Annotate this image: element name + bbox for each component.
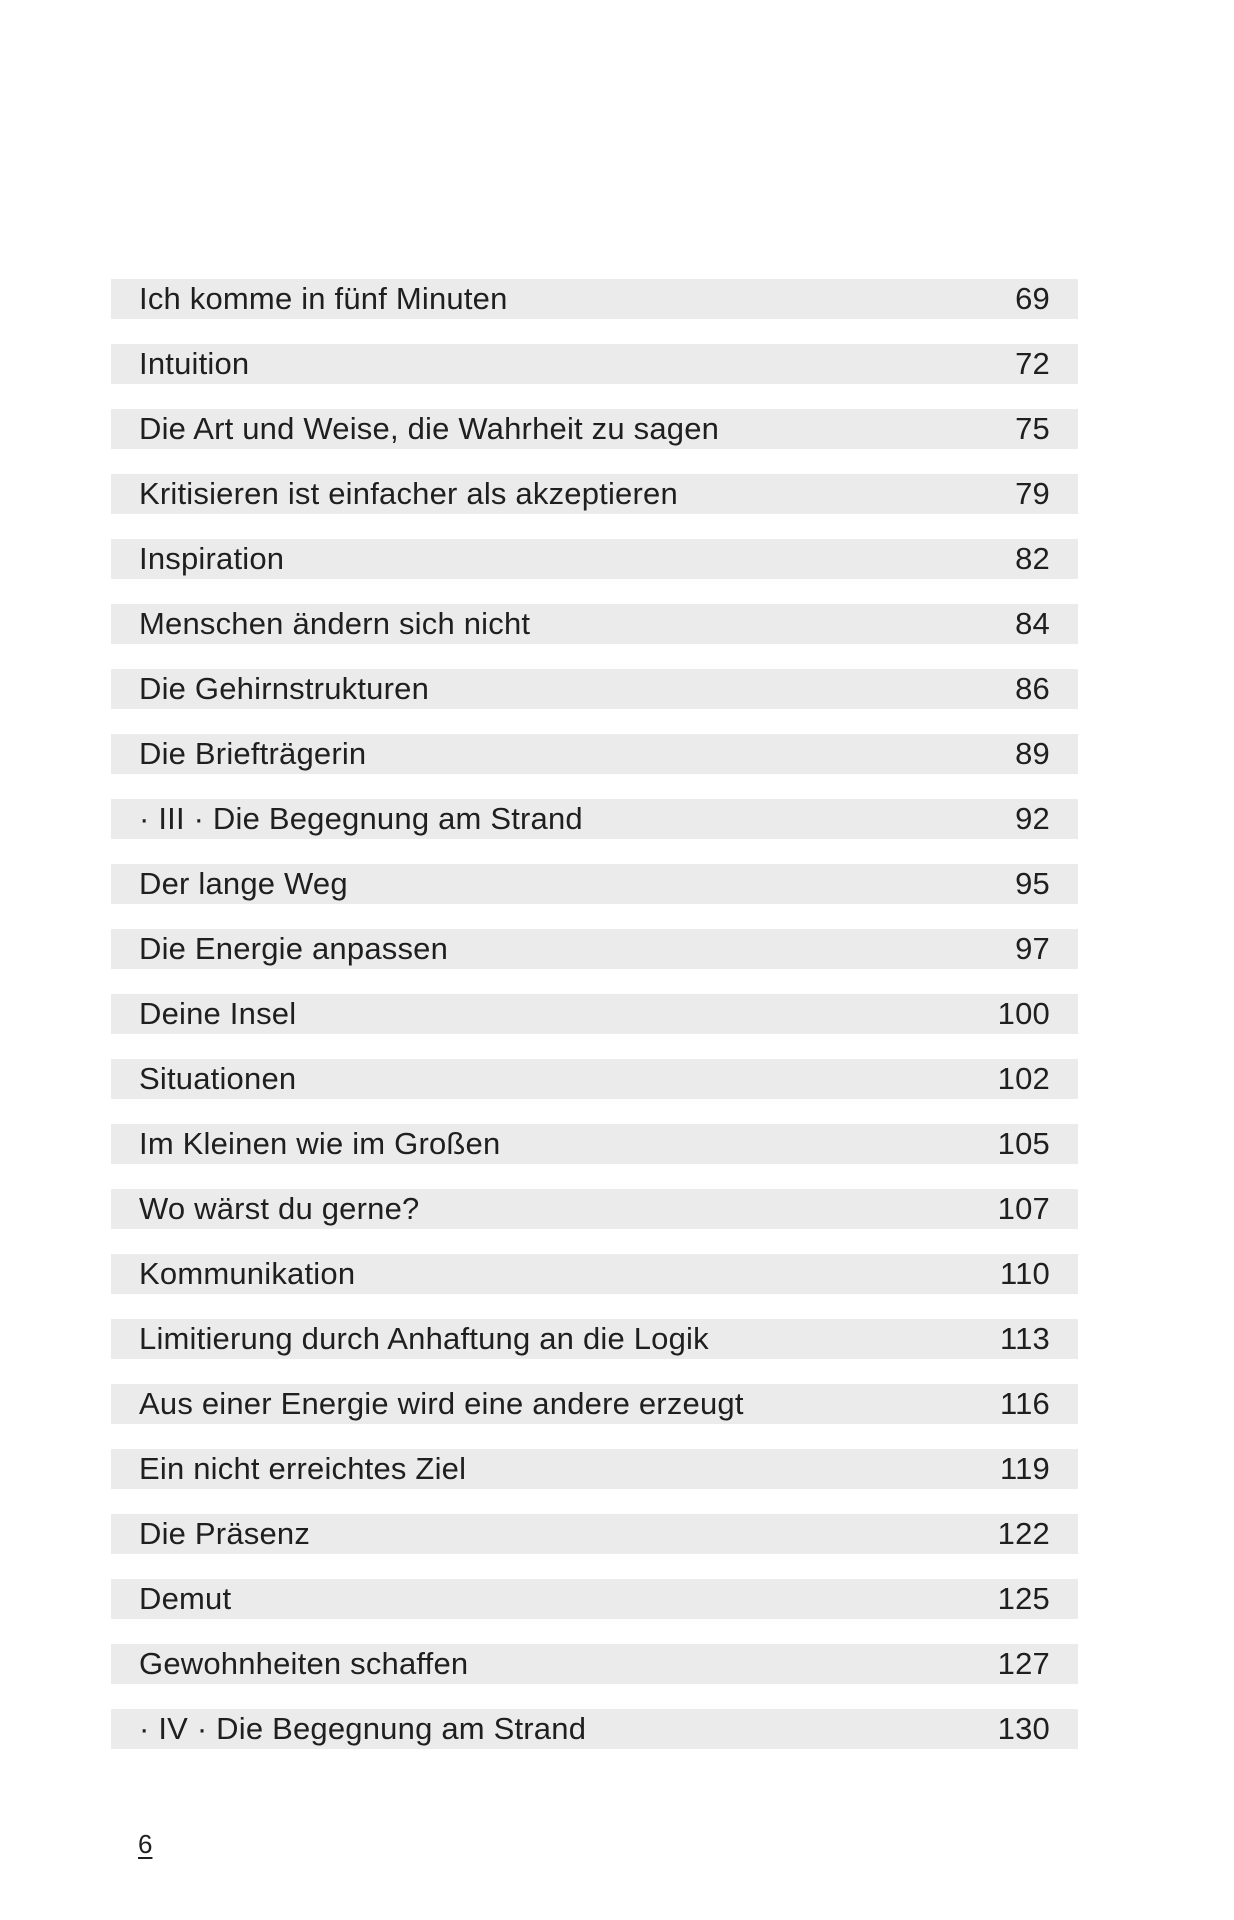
page-number: 6 xyxy=(138,1829,153,1859)
toc-entry-title: Limitierung durch Anhaftung an die Logik xyxy=(139,1321,709,1356)
toc-entry-page: 100 xyxy=(997,996,1050,1031)
toc-entry xyxy=(111,604,1078,644)
toc-entry xyxy=(111,799,1078,839)
toc-entry-page: 102 xyxy=(997,1061,1050,1096)
toc-entry xyxy=(111,1449,1078,1489)
toc-entry-title: Die Gehirnstrukturen xyxy=(139,671,430,706)
toc-entry xyxy=(111,1059,1078,1099)
toc-entry xyxy=(111,279,1078,319)
toc-entry-page: 72 xyxy=(1015,346,1050,381)
table-of-contents xyxy=(111,279,1078,1749)
toc-entry-title: Aus einer Energie wird eine andere erzeugt xyxy=(139,1386,744,1421)
toc-entry-page: 119 xyxy=(999,1451,1050,1486)
toc-entry-page: 69 xyxy=(1015,281,1050,316)
toc-entry-title: Die Energie anpassen xyxy=(139,931,449,966)
toc-entry xyxy=(111,1124,1078,1164)
toc-entry-page: 92 xyxy=(1015,801,1050,836)
toc-entry-title: Intuition xyxy=(139,346,250,381)
toc-entry xyxy=(111,1189,1078,1229)
toc-entry-page: 86 xyxy=(1015,671,1050,706)
toc-entry-page: 113 xyxy=(999,1321,1050,1356)
toc-entry xyxy=(111,1579,1078,1619)
toc-entry-page: 89 xyxy=(1015,736,1050,771)
toc-entry xyxy=(111,474,1078,514)
toc-entry xyxy=(111,669,1078,709)
toc-entry-title: Die Art und Weise, die Wahrheit zu sagen xyxy=(139,411,720,446)
toc-entry-page: 125 xyxy=(997,1581,1050,1616)
toc-entry xyxy=(111,734,1078,774)
toc-entry xyxy=(111,929,1078,969)
toc-entry xyxy=(111,1384,1078,1424)
toc-entry-title: Ein nicht erreichtes Ziel xyxy=(139,1451,467,1486)
toc-entry-title: Die Briefträgerin xyxy=(139,736,367,771)
toc-entry-page: 116 xyxy=(999,1386,1050,1421)
toc-entry xyxy=(111,1644,1078,1684)
toc-entry xyxy=(111,539,1078,579)
toc-entry-title: · III · Die Begegnung am Strand xyxy=(139,801,583,836)
toc-entry xyxy=(111,1514,1078,1554)
toc-entry-title: Im Kleinen wie im Großen xyxy=(139,1126,501,1161)
toc-entry-title: Demut xyxy=(139,1581,232,1616)
toc-entry-title: Wo wärst du gerne? xyxy=(139,1191,420,1226)
toc-entry-title: Gewohnheiten schaffen xyxy=(139,1646,469,1681)
toc-entry-title: Kommunikation xyxy=(139,1256,356,1291)
toc-entry xyxy=(111,1254,1078,1294)
toc-entry-title: Ich komme in fünf Minuten xyxy=(139,281,508,316)
toc-entry-page: 79 xyxy=(1015,476,1050,511)
toc-entry xyxy=(111,994,1078,1034)
toc-entry xyxy=(111,1319,1078,1359)
toc-entry-page: 130 xyxy=(997,1711,1050,1746)
toc-entry-page: 75 xyxy=(1015,411,1050,446)
toc-entry-page: 122 xyxy=(997,1516,1050,1551)
toc-entry-page: 107 xyxy=(997,1191,1050,1226)
toc-entry xyxy=(111,344,1078,384)
toc-entry-title: Der lange Weg xyxy=(139,866,348,901)
toc-entry-page: 127 xyxy=(997,1646,1050,1681)
toc-entry-page: 82 xyxy=(1015,541,1050,576)
toc-entry-page: 105 xyxy=(997,1126,1050,1161)
toc-entry-page: 110 xyxy=(999,1256,1050,1291)
toc-entry-page: 95 xyxy=(1015,866,1050,901)
toc-entry-page: 97 xyxy=(1015,931,1050,966)
toc-entry-title: · IV · Die Begegnung am Strand xyxy=(139,1711,587,1746)
toc-entry-title: Inspiration xyxy=(139,541,285,576)
toc-entry xyxy=(111,864,1078,904)
toc-entry-title: Die Präsenz xyxy=(139,1516,311,1551)
toc-entry-page: 84 xyxy=(1015,606,1050,641)
toc-entry-title: Situationen xyxy=(139,1061,297,1096)
toc-entry xyxy=(111,1709,1078,1749)
toc-entry-title: Deine Insel xyxy=(139,996,297,1031)
toc-entry-title: Kritisieren ist einfacher als akzeptieren xyxy=(139,476,678,511)
toc-entry xyxy=(111,409,1078,449)
toc-entry-title: Menschen ändern sich nicht xyxy=(139,606,531,641)
